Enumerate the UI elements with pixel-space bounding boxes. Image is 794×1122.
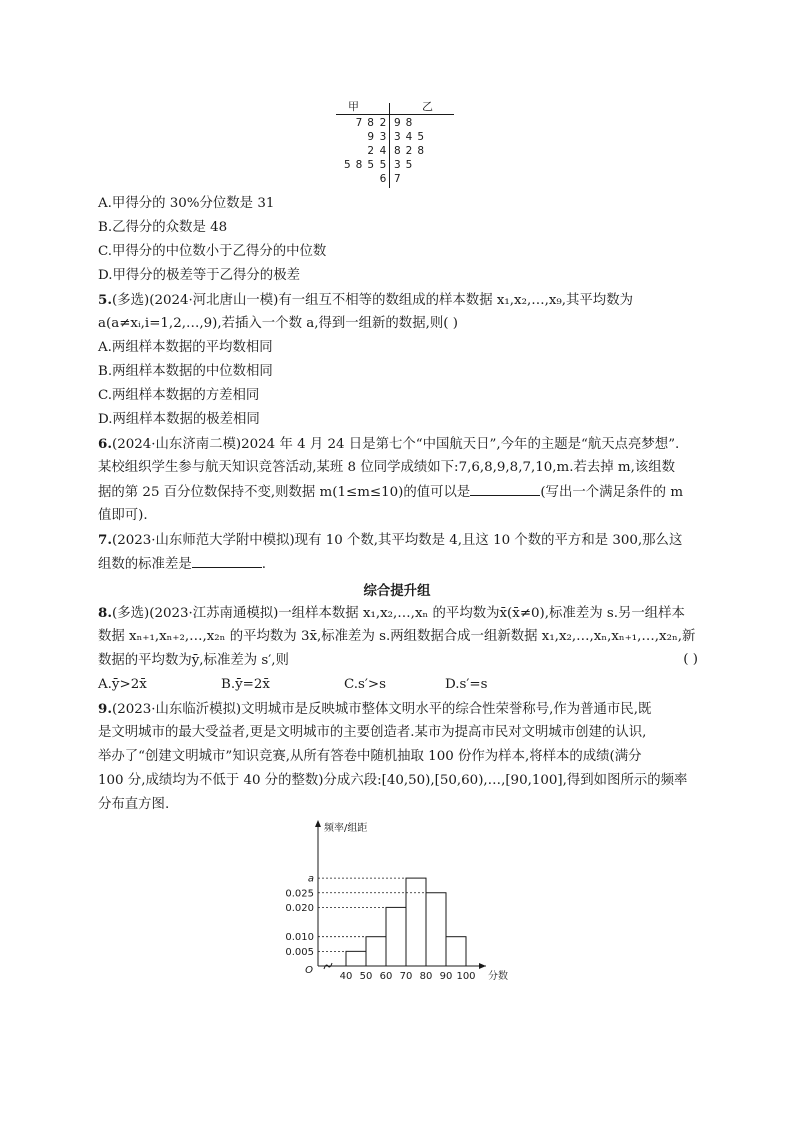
y-tick-label: 0.025 [285,888,314,900]
q7-text-1: (2023·山东师范大学附中模拟)现有 10 个数,其平均数是 4,且这 10 个数的平方和是 300,那么这 [111,533,683,548]
stem: 6 [379,173,387,185]
q5-stem-line1 [98,291,633,310]
frequency-histogram [285,818,526,984]
q4-option-a: A.甲得分的 30%分位数是 31 [98,196,275,211]
q7-text-2a: 组数的标准差是 [98,557,192,572]
q5-option-c: C.两组样本数据的方差相同 [98,388,260,403]
right-leaves: 828 [394,145,430,157]
q6-text-1: (2024·山东济南二模)2024 年 4 月 24 日是第七个“中国航天日”,今年的主题是“航天点亮梦想”. [111,437,680,452]
q6-answer-blank[interactable] [470,483,540,496]
right-leaves: 7 [394,173,406,185]
histogram-bar [366,937,386,966]
left-leaves: 2 [367,145,379,157]
q5-option-b: B.两组样本数据的中位数相同 [98,364,273,379]
histogram-bar [446,937,466,966]
y-tick-label: 0.010 [285,932,314,944]
q9-text-1: (2023·山东临沂模拟)文明城市是反映城市整体文明水平的综合性荣誉称号,作为普通市民,既 [111,702,652,717]
y-axis-arrow [315,820,321,827]
q6-stem-line4: 值即可). [98,508,148,523]
q5-option-a: A.两组样本数据的平均数相同 [98,340,273,355]
x-tick-label: 70 [399,971,413,982]
q9-number: 9. [98,701,112,717]
left-leaves: 9 [367,131,379,143]
q8-option-b: B.ȳ=2x̄ [221,677,270,692]
q9-stem-line2: 是文明城市的最大受益者,更是文明城市的主要创造者.某市为提高市民对文明城市创建的认识, [98,725,647,740]
stem-leaf-divider [336,114,454,115]
q9-stem-line3: 举办了“创建文明城市”知识竞赛,从所有答卷中随机抽取 100 份作为样本,将样本的成绩(满分 [98,749,642,764]
stem: 5 [379,159,387,171]
q6-number: 6. [98,436,112,452]
q7-number: 7. [98,532,112,548]
stem-leaf-plot [336,98,496,190]
q8-stem-line2: 数据 xₙ₊₁,xₙ₊₂,…,x₂ₙ 的平均数为 3x̄,标准差为 s.两组数据合成一组新数据 x₁,x₂,…,xₙ,xₙ₊₁,…,x₂ₙ,新 [98,629,696,644]
q5-stem-line2: a(a≠xᵢ,i=1,2,…,9),若插入一个数 a,得到一组新的数据,则( ) [98,316,458,331]
stem-leaf-row [336,145,496,159]
x-axis-label: 分数 [488,971,508,982]
q5-text-1: (多选)(2024·河北唐山一模)有一组互不相等的数组成的样本数据 x₁,x₂,…,x₉,其平均数为 [111,293,633,308]
q4-option-b: B.乙得分的众数是 48 [98,220,228,235]
x-axis-arrow [479,963,486,969]
q7-stem-line1 [98,531,682,550]
stem-leaf-row [336,173,496,187]
q8-option-c: C.s′>s [344,677,387,692]
stem-leaf-header-right: 乙 [422,100,433,113]
histogram-bar [426,893,446,966]
q8-option-d: D.s′=s [445,677,488,692]
q8-stem-line3: 数据的平均数为ȳ,标准差为 s′,则 [98,653,289,668]
q7-stem-line2 [98,555,266,574]
q4-option-d: D.甲得分的极差等于乙得分的极差 [98,268,300,283]
y-tick-label: a [307,873,314,885]
q8-stem-line1 [98,604,685,623]
q9-stem-line4: 100 分,成绩均为不低于 40 分的整数)分成六段:[40,50),[50,60),…,[90,100],得到如图所示的频率 [98,773,688,788]
q5-option-d: D.两组样本数据的极差相同 [98,412,260,427]
q4-option-c: C.甲得分的中位数小于乙得分的中位数 [98,244,327,259]
q6-text-3b: (写出一个满足条件的 m [540,485,684,500]
q8-option-a: A.ȳ>2x̄ [98,677,147,692]
q8-answer-paren: ( ) [683,652,698,667]
y-tick-label: 0.020 [285,902,314,914]
q6-stem-line1 [98,435,679,454]
q9-stem-line1 [98,700,651,719]
q7-answer-blank[interactable] [192,555,262,568]
histogram-bar [406,878,426,966]
origin-label: O [305,965,313,976]
right-leaves: 345 [394,131,430,143]
y-axis-label: 频率/组距 [324,823,368,834]
right-leaves: 98 [394,117,418,129]
x-tick-label: 60 [379,971,393,982]
q5-number: 5. [98,292,112,308]
q9-stem-line5: 分布直方图. [98,797,170,812]
left-leaves: 585 [343,159,379,171]
q6-text-3a: 据的第 25 百分位数保持不变,则数据 m(1≤m≤10)的值可以是 [98,485,471,500]
y-tick-label: 0.005 [285,946,314,958]
q8-text-1: (多选)(2023·江苏南通模拟)一组样本数据 x₁,x₂,…,xₙ 的平均数为x̄(x̄≠0),标准差为 s.另一组样本 [111,606,685,621]
stem-leaf-row [336,117,496,131]
q6-stem-line3 [98,483,683,502]
stem: 2 [379,117,387,129]
x-tick-label: 90 [439,971,453,982]
x-tick-label: 40 [339,971,353,982]
x-tick-label: 80 [419,971,433,982]
stem-leaf-row [336,131,496,145]
left-leaves: 78 [355,117,379,129]
stem: 3 [379,131,387,143]
q6-stem-line2: 某校组织学生参与航天知识竞答活动,某班 8 位同学成绩如下:7,6,8,9,8,7,10,m.若去掉 m,该组数 [98,460,676,475]
x-tick-label: 100 [456,971,476,982]
q7-text-2b: . [261,557,266,572]
histogram-bar [386,907,406,966]
stem-leaf-header-left: 甲 [348,100,359,113]
q8-number: 8. [98,605,112,621]
stem-leaf-row [336,159,496,173]
right-leaves: 35 [394,159,418,171]
histogram-bar [346,951,366,966]
x-tick-label: 50 [359,971,373,982]
stem: 4 [379,145,387,157]
axis-break-mark [324,963,332,969]
section-title: 综合提升组 [363,584,431,599]
q8-options [98,676,488,694]
